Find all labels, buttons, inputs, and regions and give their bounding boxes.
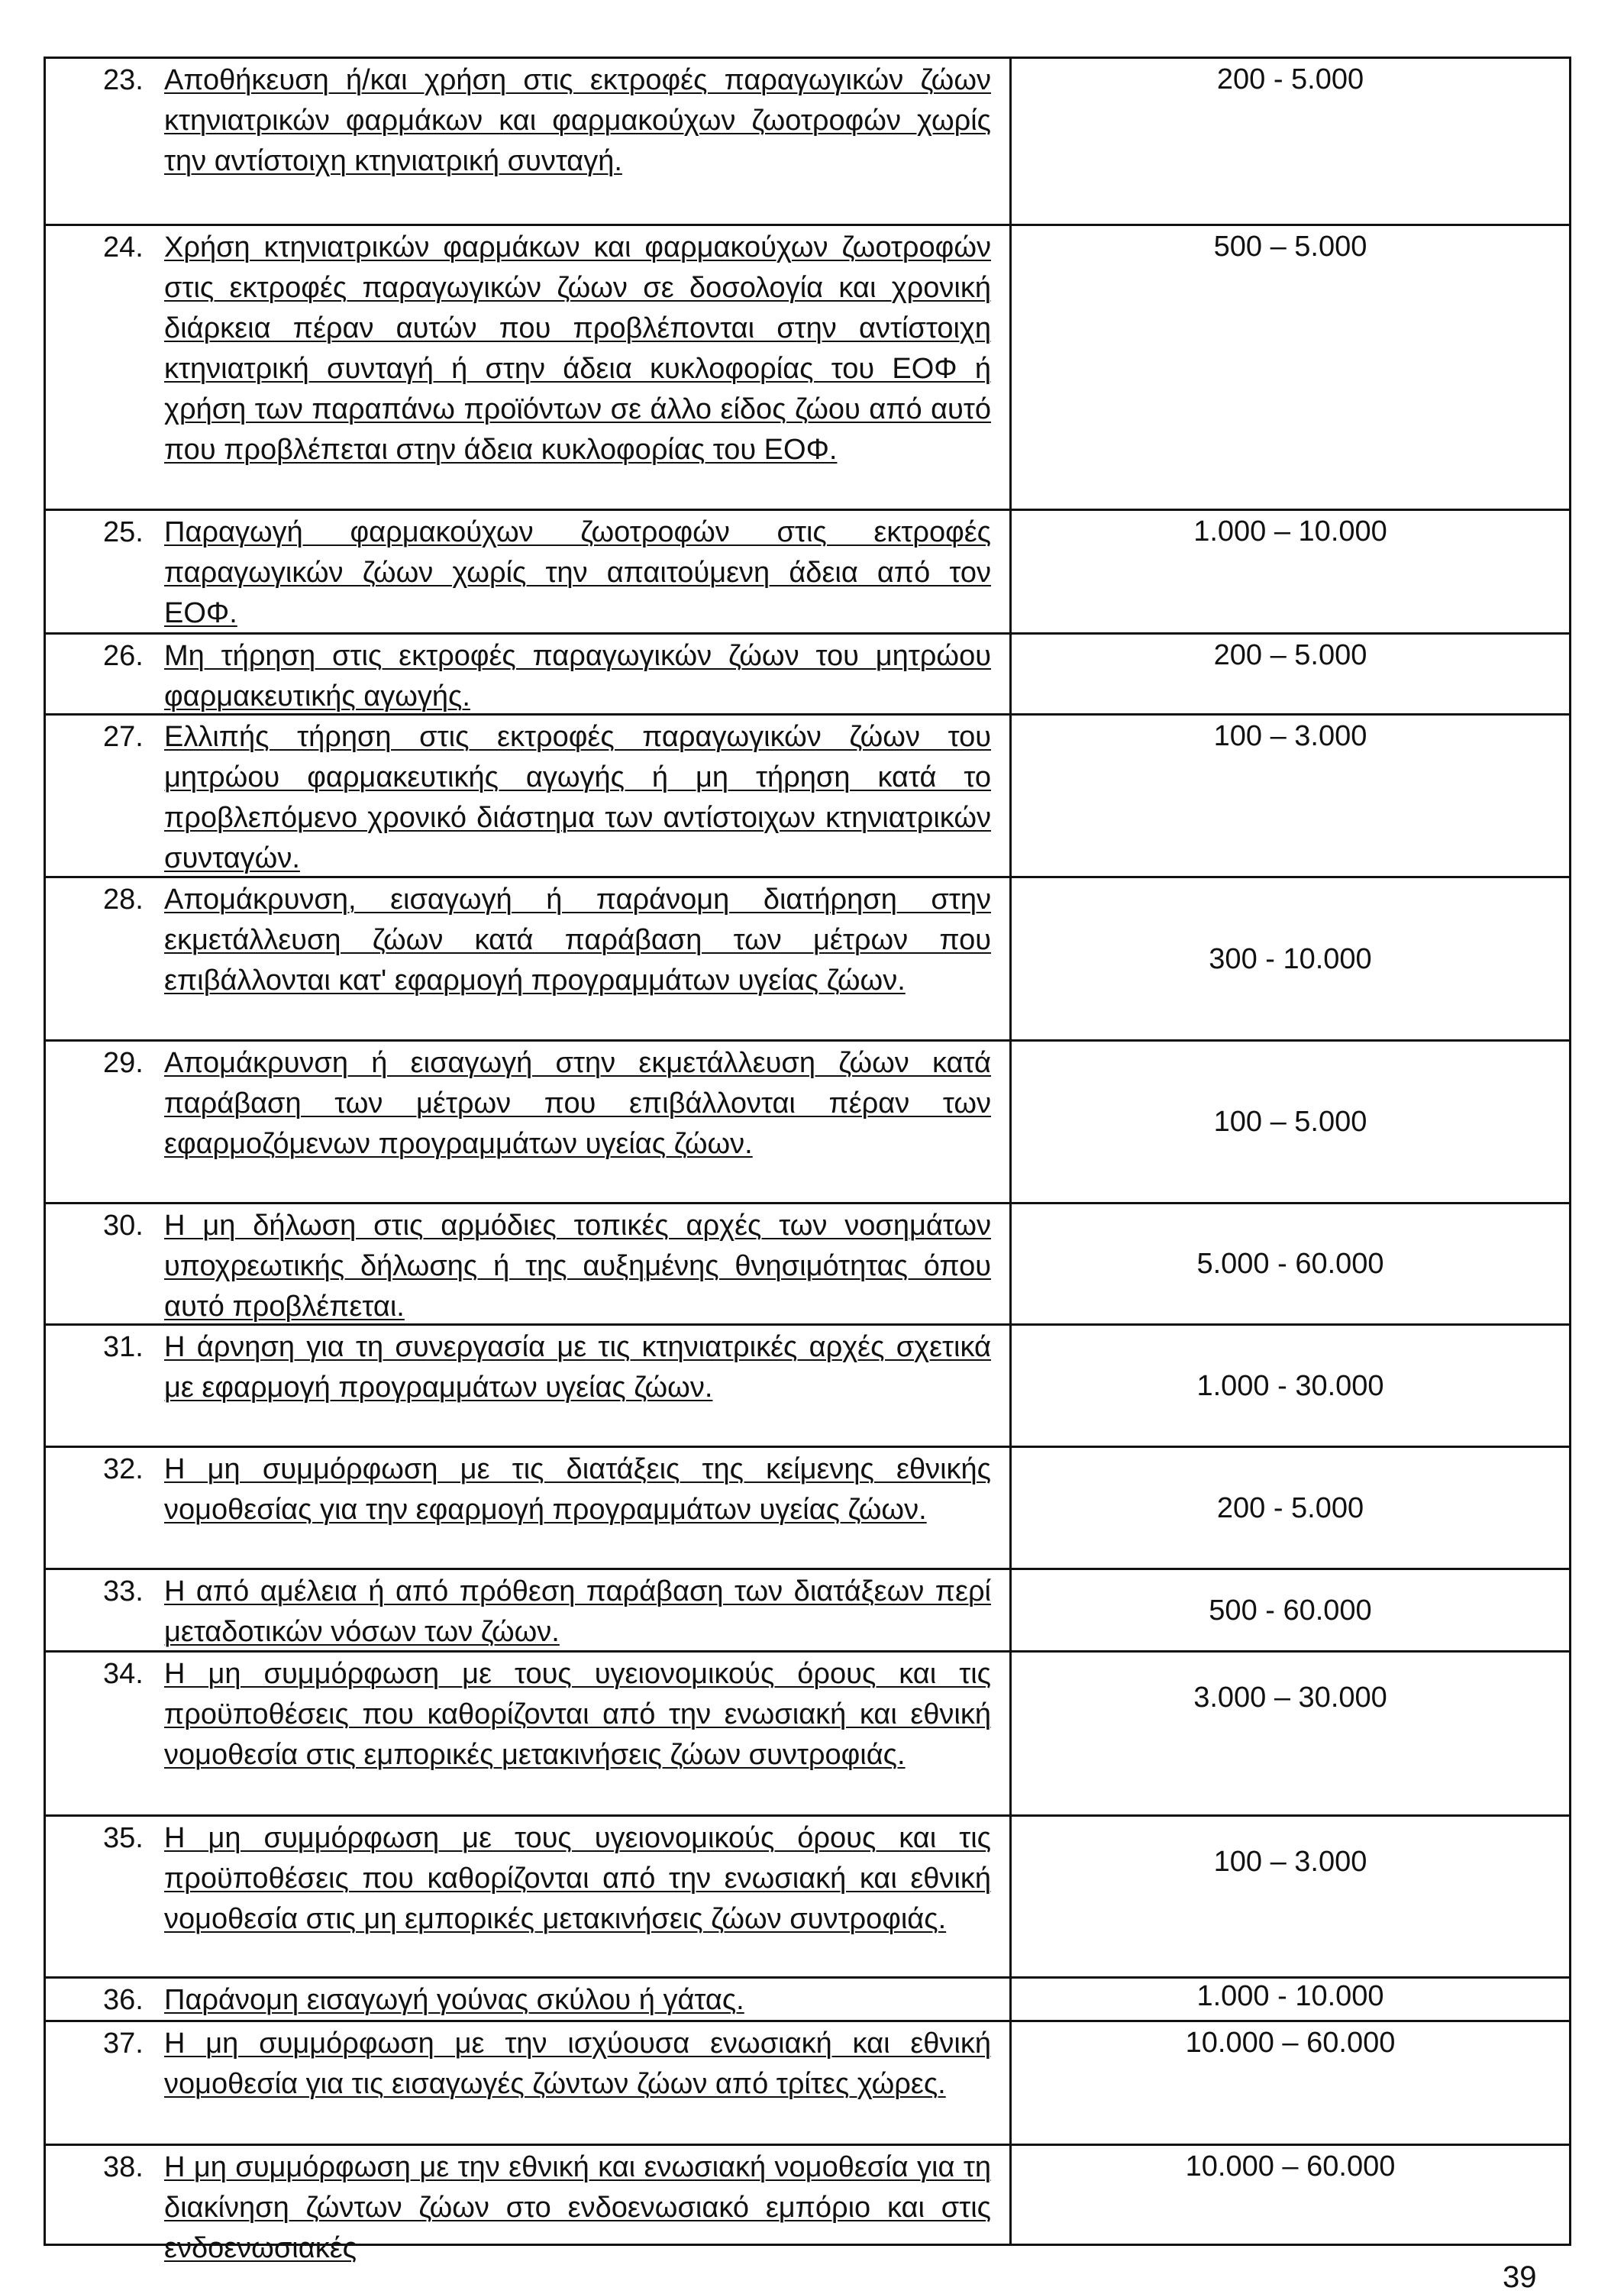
fine-cell: [1009, 1817, 1571, 1976]
table-row: [44, 1976, 1571, 2020]
fine-cell: [1009, 2022, 1571, 2144]
violation-cell: [44, 2022, 1009, 2144]
violation-cell: [44, 1326, 1009, 1446]
fine-cell: [1009, 878, 1571, 1039]
item-number: 30.: [103, 1210, 144, 1242]
table-row: [44, 1814, 1571, 1976]
violation-cell: [44, 2146, 1009, 2264]
violation-text: Η άρνηση για τη συνεργασία με τις κτηνιατρικές αρχές σχετικά με εφαρμογή προγραμμάτων υγείας ζώων.: [164, 1331, 991, 1404]
item-number: 37.: [103, 2027, 144, 2060]
item-number: 36.: [103, 1984, 144, 2016]
table-row: [44, 876, 1571, 1039]
violation-text: Η μη συμμόρφωση με τους υγειονομικούς όρους και τις προϋποθέσεις που καθορίζονται από την ενωσιακή και εθνική νομοθεσία στις μη εμπορικές μετακινήσεις ζώων συντροφιάς.: [164, 1822, 991, 1935]
violation-text: Η μη συμμόρφωση με την ισχύουσα ενωσιακή και εθνική νομοθεσία για τις εισαγωγές ζώντων ζώων από τρίτες χώρες.: [164, 2027, 991, 2100]
fine-range: 200 – 5.000: [1213, 639, 1367, 671]
fine-cell: [1009, 1326, 1571, 1446]
fine-cell: [1009, 1570, 1571, 1650]
violation-cell: [44, 635, 1009, 713]
fine-range: 100 – 3.000: [1213, 720, 1367, 752]
violation-text: Η από αμέλεια ή από πρόθεση παράβαση των διατάξεων περί μεταδοτικών νόσων των ζώων.: [164, 1575, 991, 1648]
violation-cell: [44, 1448, 1009, 1568]
fine-cell: [1009, 1042, 1571, 1202]
table-row: [44, 57, 1571, 224]
fine-range: 5.000 - 60.000: [1196, 1248, 1384, 1280]
violation-cell: [44, 511, 1009, 632]
fine-range: 200 - 5.000: [1216, 1491, 1364, 1524]
violation-text: Παραγωγή φαρμακούχων ζωοτροφών στις εκτροφές παραγωγικών ζώων χωρίς την απαιτούμενη άδεια από τον ΕΟΦ.: [164, 516, 991, 629]
item-number: 26.: [103, 640, 144, 672]
fine-range: 300 - 10.000: [1209, 942, 1372, 975]
table-row: [44, 2020, 1571, 2144]
violation-cell: [44, 59, 1009, 224]
fine-range: 1.000 - 30.000: [1196, 1369, 1384, 1402]
fine-range: 10.000 – 60.000: [1185, 2027, 1396, 2059]
item-number: 27.: [103, 721, 144, 753]
violation-text: Παράνομη εισαγωγή γούνας σκύλου ή γάτας.: [164, 1984, 744, 2016]
item-number: 38.: [103, 2151, 144, 2183]
violation-text: Απομάκρυνση, εισαγωγή ή παράνομη διατήρηση στην εκμετάλλευση ζώων κατά παράβαση των μέτρων που επιβάλλονται κατ' εφαρμογή προγραμμάτων υγείας ζώων.: [164, 884, 991, 997]
table-row: [44, 1568, 1571, 1650]
table-row: [44, 509, 1571, 632]
violation-cell: [44, 1817, 1009, 1976]
violation-text: Η μη συμμόρφωση με τους υγειονομικούς όρους και τις προϋποθέσεις που καθορίζονται από την ενωσιακή και εθνική νομοθεσία στις εμπορικές μετακινήσεις ζώων συντροφιάς.: [164, 1658, 991, 1771]
violation-text: Χρήση κτηνιατρικών φαρμάκων και φαρμακούχων ζωοτροφών στις εκτροφές παραγωγικών ζώων σε δοσολογία και χρονική διάρκεια πέραν αυτών που προβλέπονται στην αντίστοιχη κτηνιατρική συνταγή ή στην άδεια κυκλοφορίας του ΕΟΦ ή χρήση των παραπάνω προϊόντων σε άλλο είδος ζώου από αυτό που προβλέπεται στην άδεια κυκλοφορίας του ΕΟΦ.: [164, 231, 991, 466]
table-row: [44, 632, 1571, 713]
fine-range: 1.000 - 10.000: [1196, 1980, 1384, 2012]
violation-text: Η μη συμμόρφωση με την εθνική και ενωσιακή νομοθεσία για τη διακίνηση ζώντων ζώων στο ενδοενωσιακό εμπόριο και στις ενδοενωσιακές: [164, 2151, 991, 2264]
fine-range: 1.000 – 10.000: [1193, 515, 1387, 548]
item-number: 33.: [103, 1575, 144, 1607]
violation-cell: [44, 1979, 1009, 2020]
fine-cell: [1009, 1204, 1571, 1323]
violation-text: Η μη δήλωση στις αρμόδιες τοπικές αρχές των νοσημάτων υποχρεωτικής δήλωσης ή της αυξημένης θνησιμότητας όπου αυτό προβλέπεται.: [164, 1210, 991, 1323]
violation-text: Ελλιπής τήρηση στις εκτροφές παραγωγικών ζώων του μητρώου φαρμακευτικής αγωγής ή μη τήρηση κατά το προβλεπόμενο χρονικό διάστημα των αντίστοιχων κτηνιατρικών συνταγών.: [164, 721, 991, 874]
item-number: 34.: [103, 1658, 144, 1690]
fine-cell: [1009, 716, 1571, 876]
fine-range: 10.000 – 60.000: [1185, 2150, 1396, 2183]
table-row: [44, 1650, 1571, 1814]
fine-range: 100 – 3.000: [1213, 1845, 1367, 1878]
violation-cell: [44, 878, 1009, 1039]
fine-range: 3.000 – 30.000: [1193, 1682, 1387, 1714]
item-number: 23.: [103, 64, 144, 96]
fine-cell: [1009, 1448, 1571, 1568]
violation-text: Η μη συμμόρφωση με τις διατάξεις της κείμενης εθνικής νομοθεσίας για την εφαρμογή προγραμμάτων υγείας ζώων.: [164, 1453, 991, 1526]
table-row: [44, 2144, 1571, 2264]
violation-cell: [44, 1042, 1009, 1202]
item-number: 35.: [103, 1822, 144, 1854]
fine-range: 100 – 5.000: [1213, 1106, 1367, 1138]
table-row: [44, 1202, 1571, 1323]
fine-cell: [1009, 226, 1571, 509]
table-row: [44, 1323, 1571, 1446]
fine-range: 200 - 5.000: [1216, 63, 1364, 95]
fine-cell: [1009, 511, 1571, 632]
fine-cell: [1009, 635, 1571, 713]
fine-cell: [1009, 59, 1571, 224]
violation-text: Απομάκρυνση ή εισαγωγή στην εκμετάλλευση ζώων κατά παράβαση των μέτρων που επιβάλλονται πέραν των εφαρμοζόμενων προγραμμάτων υγείας ζώων.: [164, 1047, 991, 1160]
violation-cell: [44, 226, 1009, 509]
item-number: 31.: [103, 1331, 144, 1363]
table-row: [44, 224, 1571, 509]
fine-range: 500 – 5.000: [1213, 231, 1367, 263]
table-row: [44, 1039, 1571, 1202]
page-number: 39: [1503, 2260, 1537, 2294]
table-row: [44, 1446, 1571, 1568]
fine-range: 500 - 60.000: [1209, 1594, 1372, 1627]
item-number: 24.: [103, 231, 144, 263]
fine-cell: [1009, 2146, 1571, 2244]
item-number: 32.: [103, 1453, 144, 1485]
violation-cell: [44, 1204, 1009, 1323]
item-number: 28.: [103, 884, 144, 916]
table-row: [44, 713, 1571, 876]
violation-text: Αποθήκευση ή/και χρήση στις εκτροφές παραγωγικών ζώων κτηνιατρικών φαρμάκων και φαρμακούχων ζωοτροφών χωρίς την αντίστοιχη κτηνιατρική συνταγή.: [164, 64, 991, 177]
item-number: 29.: [103, 1047, 144, 1079]
item-number: 25.: [103, 516, 144, 548]
fine-cell: [1009, 1653, 1571, 1814]
fine-cell: [1009, 1979, 1571, 2020]
violation-text: Μη τήρηση στις εκτροφές παραγωγικών ζώων του μητρώου φαρμακευτικής αγωγής.: [164, 640, 991, 712]
violation-cell: [44, 716, 1009, 876]
violation-cell: [44, 1653, 1009, 1814]
violation-cell: [44, 1570, 1009, 1650]
